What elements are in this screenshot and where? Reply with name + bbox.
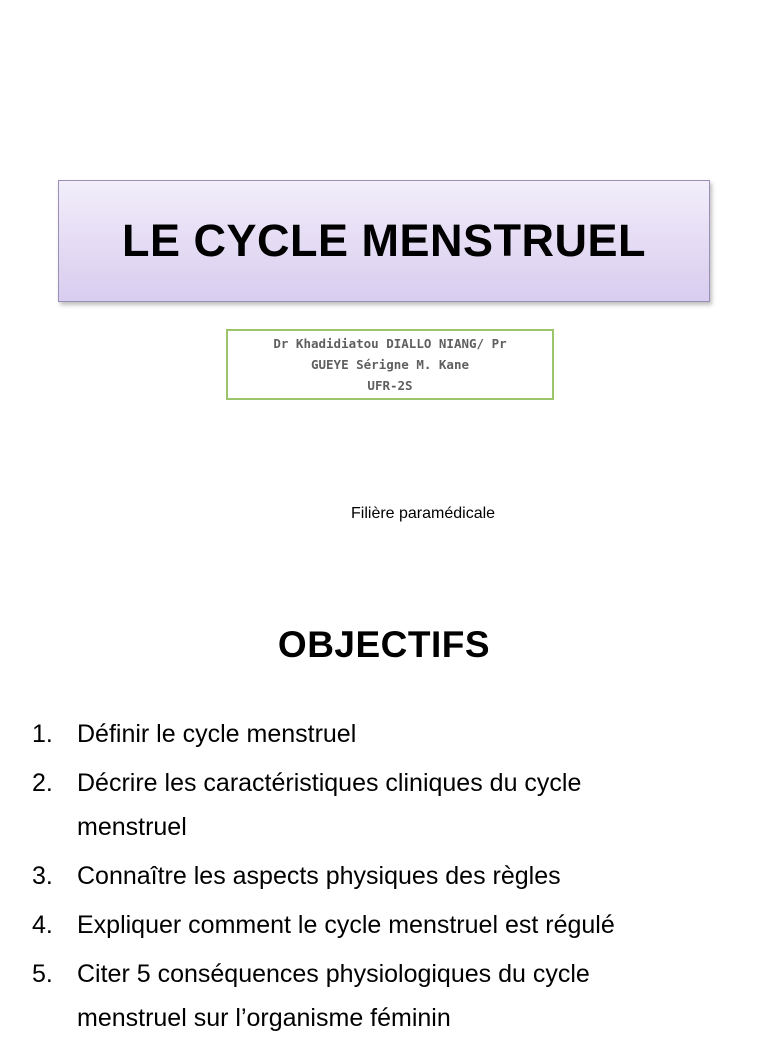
list-item bbox=[32, 761, 752, 849]
objectives-slide bbox=[0, 576, 768, 1032]
objectives-heading: OBJECTIFS bbox=[277, 624, 491, 665]
list-item-line: menstruel sur l’organisme féminin bbox=[77, 1004, 451, 1032]
list-item bbox=[32, 854, 752, 898]
list-item-text bbox=[77, 712, 752, 756]
list-item bbox=[32, 712, 752, 756]
author-line-2: GUEYE Sérigne M. Kane bbox=[310, 357, 470, 372]
list-item-line: Définir le cycle menstruel bbox=[77, 720, 357, 748]
list-item-number: 1. bbox=[32, 720, 53, 748]
list-item-line: Expliquer comment le cycle menstruel est régulé bbox=[77, 911, 615, 939]
title-box bbox=[58, 180, 710, 302]
list-item-line: Connaître les aspects physiques des règles bbox=[77, 862, 561, 890]
slide-title: LE CYCLE MENSTRUEL bbox=[121, 215, 647, 266]
slide-subtitle: Filière paramédicale bbox=[351, 505, 496, 522]
list-item-line: Citer 5 conséquences physiologiques du cycle bbox=[77, 960, 590, 988]
list-item-number: 5. bbox=[32, 960, 53, 988]
list-item-number: 4. bbox=[32, 911, 53, 939]
list-item-line: menstruel bbox=[77, 813, 187, 841]
list-item bbox=[32, 903, 752, 947]
list-item-line: Décrire les caractéristiques cliniques du cycle bbox=[77, 769, 582, 797]
author-line-1: Dr Khadidiatou DIALLO NIANG/ Pr bbox=[273, 336, 507, 351]
author-box bbox=[226, 329, 554, 400]
author-line-3: UFR-2S bbox=[367, 378, 413, 393]
list-item-number: 2. bbox=[32, 769, 53, 797]
list-item-text bbox=[77, 903, 752, 947]
list-item-text bbox=[77, 761, 752, 849]
list-item-text bbox=[77, 952, 752, 1040]
list-item bbox=[32, 952, 752, 1040]
list-item-text bbox=[77, 854, 752, 898]
objectives-list bbox=[32, 712, 752, 1045]
list-item-number: 3. bbox=[32, 862, 53, 890]
